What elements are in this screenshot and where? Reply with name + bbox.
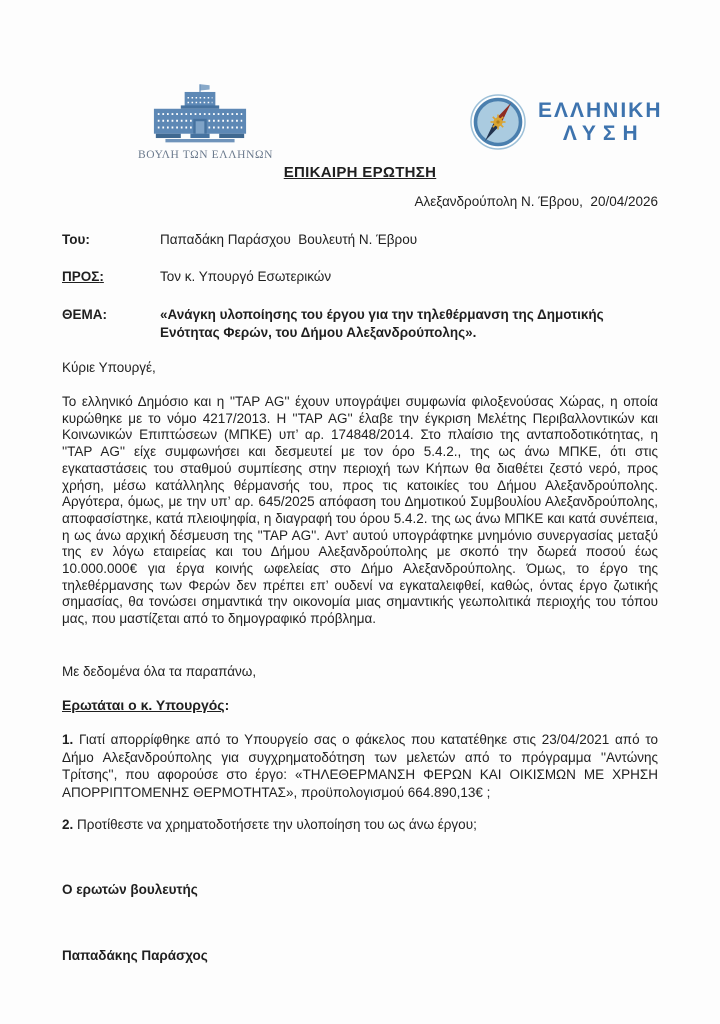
transition-line: Με δεδομένα όλα τα παραπάνω, bbox=[62, 664, 257, 679]
salutation: Κύριε Υπουργέ, bbox=[62, 360, 156, 375]
parliament-building-icon bbox=[152, 84, 248, 146]
subject-row bbox=[62, 306, 658, 341]
party-logo bbox=[470, 94, 663, 150]
from-label: Του: bbox=[62, 232, 90, 247]
questions-heading: Ερωτάται ο κ. Υπουργός: bbox=[62, 697, 230, 713]
parliament-caption: ΒΟΥΛΗ ΤΩΝ ΕΛΛΗΝΩΝ bbox=[138, 149, 274, 161]
subject-label: ΘΕΜΑ: bbox=[62, 307, 107, 322]
signature-role: Ο ερωτών βουλευτής bbox=[62, 882, 198, 897]
from-value: Παπαδάκη Παράσχου Βουλευτή Ν. Έβρου bbox=[160, 232, 418, 247]
question-number: 1. bbox=[62, 732, 74, 747]
from-row bbox=[62, 231, 658, 249]
document-title-row bbox=[62, 164, 658, 181]
question-item-1 bbox=[62, 731, 658, 801]
signature-name: Παπαδάκης Παράσχος bbox=[62, 948, 208, 963]
subject-value: «Ανάγκη υλοποίησης του έργου για την τηλεθέρμανση της Δημοτικής Ενότητας Φερών, του Δήμου Αλεξανδρούπολης». bbox=[160, 307, 608, 340]
party-name-line2: ΛΥΣΗ bbox=[562, 122, 645, 145]
question-item-2 bbox=[62, 816, 658, 834]
party-name bbox=[538, 99, 663, 145]
question-text: Προτίθεστε να χρηματοδοτήσετε την υλοποίηση του ως άνω έργου; bbox=[73, 817, 477, 832]
party-name-line1: ΕΛΛΗΝΙΚΗ bbox=[538, 99, 663, 122]
document-title: ΕΠΙΚΑΙΡΗ ΕΡΩΤΗΣΗ bbox=[283, 164, 437, 181]
body-paragraph: Το ελληνικό Δημόσιο και η ''TAP AG'' έχουν υπογράψει συμφωνία φιλοξενούσας Χώρας, η οποία κυρώθηκε με το νόμο 4217/2013. Η ''TAP AG'' έλαβε την έγκριση Μελέτης Περιβαλλοντικών και Κοινωνικών Επιπτώσεων (ΜΠΚΕ) υπ’ αρ. 174848/2014. Στο πλαίσιο της ανταποδοτικότητας, η ''TAP AG'' είχε συμφωνήσει και δεσμευτεί με τον όρο 5.4.2., της ως άνω ΜΠΚΕ, ότι στις εγκαταστάσεις του σταθμού συμπίεσης στην περιοχή των Κήπων θα διαθέτει ζεστό νερό, προς χρήση, μέσω κατάλληλης θέρμανσής του, προς τις κατοικίες του Δήμου Αλεξανδρούπολης. Αργότερα, όμως, με την υπ’ αρ. 645/2025 απόφαση του Δημοτικού Συμβουλίου Αλεξανδρούπολης, αποφασίστηκε, κατά πλειοψηφία, η διαγραφή του όρου 5.4.2. της ως άνω ΜΠΚΕ και κατά συνέπεια, η ως άνω αρχική δέσμευση της ''TAP AG''. Αντ’ αυτού υπογράφτηκε μνημόνιο συνεργασίας μεταξύ της εν λόγω εταιρείας και του Δήμου Αλεξανδρούπολης με σκοπό την δωρεά ποσού έως 10.000.000€ για έργα κοινής ωφελείας στο Δήμο Αλεξανδρούπολης. Όμως, το έργο της τηλεθέρμανσης των Φερών δεν πρέπει επ’ ουδενί να εγκαταλειφθεί, καθώς, όντας έργο ζωτικής σημασίας, θα τονώσει σημαντικά την οικονομία μιας σημαντικής γεωπολιτικά περιοχής του τόπου μας, που μαστίζεται από το δημογραφικό πρόβλημα. bbox=[62, 394, 658, 627]
to-label: ΠΡΟΣ: bbox=[62, 269, 104, 284]
to-value: Τον κ. Υπουργό Εσωτερικών bbox=[160, 269, 332, 284]
parliament-logo bbox=[138, 84, 274, 161]
dateline: Αλεξανδρούπολη Ν. Έβρου, 20/04/2026 bbox=[414, 194, 658, 209]
to-row bbox=[62, 268, 658, 286]
compass-icon bbox=[470, 94, 526, 150]
question-text: Γιατί απορρίφθηκε από το Υπουργείο σας ο φάκελος που κατατέθηκε στις 23/04/2021 από το Δήμο Αλεξανδρούπολης για συγχρηματοδότηση των μελετών από το πρόγραμμα ''Αντώνης Τρίτσης'', που αφορούσε στο έργο: «ΤΗΛΕΘΕΡΜΑΝΣΗ ΦΕΡΩΝ ΚΑΙ ΟΙΚΙΣΜΩΝ ΜΕ ΧΡΗΣΗ ΑΠΟΡΡΙΠΤΟΜΕΝΗΣ ΘΕΡΜΟΤΗΤΑΣ», προϋπολογισμού 664.890,13€ ; bbox=[62, 732, 658, 800]
question-number: 2. bbox=[62, 817, 74, 832]
